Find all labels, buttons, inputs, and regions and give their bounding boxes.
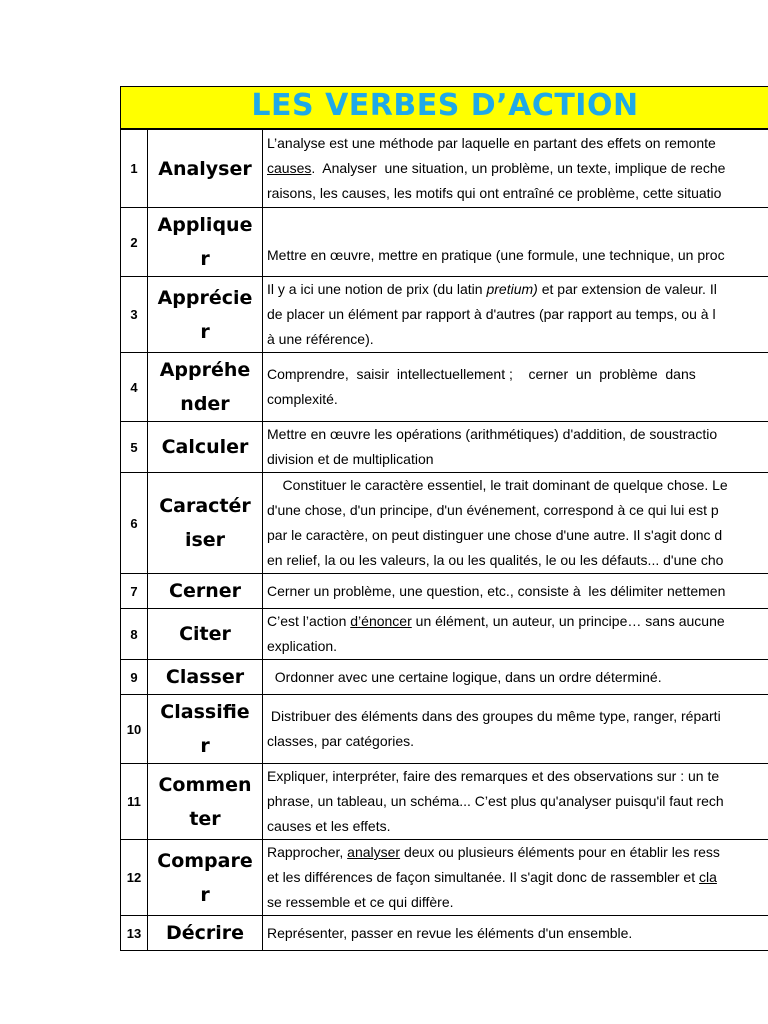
definition-text: deux ou plusieurs éléments pour en établir les ress <box>400 844 720 860</box>
definition-text: de placer un élément par rapport à d'autres (par rapport au temps, ou à l <box>267 306 716 322</box>
verb-text: Commen <box>158 773 252 796</box>
row-number: 12 <box>121 840 148 916</box>
definition-line <box>267 729 768 754</box>
table-row <box>121 353 768 422</box>
definition-line <box>267 890 768 915</box>
definition-line <box>267 473 768 498</box>
definition-cell <box>263 660 768 695</box>
definition-cell <box>263 130 768 208</box>
definition-text: complexité. <box>267 391 338 407</box>
definition-line <box>267 665 768 690</box>
row-number: 8 <box>121 609 148 660</box>
verb-cell <box>148 130 263 208</box>
verb-text: Cerner <box>169 580 241 602</box>
verb-text: Citer <box>179 623 231 645</box>
definition-line <box>267 498 768 523</box>
row-number: 5 <box>121 422 148 473</box>
verb-text: Applique <box>157 214 253 236</box>
underlined-term: d’énoncer <box>350 613 412 629</box>
definition-line <box>267 156 768 181</box>
verb-text: r <box>200 320 210 343</box>
definition-text: causes et les effets. <box>267 818 391 834</box>
definition-cell <box>263 574 768 609</box>
verb-cell <box>148 916 263 951</box>
definition-line <box>267 634 768 659</box>
verb-text: Apprécie <box>157 286 253 309</box>
table-row <box>121 916 768 951</box>
verb-cell <box>148 277 263 353</box>
definition-text: se ressemble et ce qui diffère. <box>267 894 454 910</box>
verb-cell <box>148 764 263 840</box>
definition-cell <box>263 695 768 764</box>
verb-text: r <box>200 735 210 757</box>
verb-text: Classifie <box>160 701 250 723</box>
definition-text: Représenter, passer en revue les éléments d'un ensemble. <box>267 924 633 941</box>
definition-line <box>267 277 768 302</box>
definition-line <box>267 447 768 472</box>
definition-line <box>267 579 768 604</box>
definition-text: . Analyser une situation, un problème, un texte, implique de reche <box>311 160 726 176</box>
verb-cell <box>148 695 263 764</box>
row-number: 6 <box>121 473 148 574</box>
table-row <box>121 840 768 916</box>
table-row <box>121 574 768 609</box>
definition-text: un élément, un auteur, un principe… sans aucune <box>411 613 725 629</box>
definition-text: classes, par catégories. <box>267 733 415 749</box>
underlined-term: causes <box>267 160 312 176</box>
definition-line <box>267 609 768 634</box>
title-banner <box>120 86 768 129</box>
definition-line <box>267 387 768 412</box>
definition-text: et par extension de valeur. Il <box>537 281 717 297</box>
definition-text: Comprendre, saisir intellectuellement ; cerner un problème dans <box>267 366 696 382</box>
underlined-term: cla <box>698 869 717 885</box>
row-number: 13 <box>121 916 148 951</box>
table-row <box>121 422 768 473</box>
definition-line <box>267 921 768 946</box>
verb-text: r <box>200 883 210 906</box>
definition-line <box>267 181 768 206</box>
definition-cell <box>263 353 768 422</box>
verb-text: Analyser <box>158 157 252 180</box>
definition-line <box>267 302 768 327</box>
verb-cell <box>148 609 263 660</box>
definition-text: Il y a ici une notion de prix (du latin <box>267 281 487 297</box>
definition-text: Constituer le caractère essentiel, le trait dominant de quelque chose. Le <box>267 477 728 493</box>
verb-cell <box>148 353 263 422</box>
table-row <box>121 473 768 574</box>
definition-text: C’est l’action <box>267 613 351 629</box>
definition-cell <box>263 208 768 277</box>
definition-text: Ordonner avec une certaine logique, dans un ordre déterminé. <box>267 668 662 685</box>
row-number: 3 <box>121 277 148 353</box>
definition-text: Expliquer, interpréter, faire des remarques et des observations sur : un te <box>267 768 720 784</box>
verbs-table <box>120 129 768 951</box>
verb-text: r <box>200 248 210 270</box>
verb-cell <box>148 208 263 277</box>
definition-text: Distribuer des éléments dans des groupes du même type, ranger, réparti <box>267 708 721 724</box>
verb-text: Appréhe <box>159 359 251 381</box>
definition-text: et les différences de façon simultanée. Il s'agit donc de rassembler et <box>267 869 699 885</box>
definition-line <box>267 362 768 387</box>
definition-line <box>267 327 768 352</box>
definition-text: phrase, un tableau, un schéma... C’est plus qu'analyser puisqu'il faut rech <box>267 793 724 809</box>
table-row <box>121 208 768 277</box>
verb-cell <box>148 473 263 574</box>
definition-text: à une référence). <box>267 331 374 347</box>
definition-line <box>267 704 768 729</box>
definition-cell <box>263 422 768 473</box>
verb-cell <box>148 840 263 916</box>
definition-line <box>267 243 768 268</box>
definition-line <box>267 789 768 814</box>
verb-text: Compare <box>157 849 253 872</box>
verb-text: Classer <box>165 666 245 688</box>
definition-text: Mettre en œuvre, mettre en pratique (une formule, une technique, un proc <box>267 246 725 263</box>
table-row <box>121 609 768 660</box>
table-row <box>121 764 768 840</box>
definition-text: division et de multiplication <box>267 451 434 467</box>
definition-cell <box>263 609 768 660</box>
verb-text: Calculer <box>161 436 249 458</box>
definition-line <box>267 865 768 890</box>
row-number: 11 <box>121 764 148 840</box>
table-row <box>121 695 768 764</box>
row-number: 1 <box>121 130 148 208</box>
definition-text: en relief, la ou les valeurs, la ou les qualités, le ou les défauts... d'une cho <box>267 552 724 568</box>
underlined-term: analyser <box>347 844 401 860</box>
row-number: 10 <box>121 695 148 764</box>
verb-cell <box>148 574 263 609</box>
definition-cell <box>263 840 768 916</box>
verb-cell <box>148 660 263 695</box>
definition-text: d'une chose, d'un principe, d'un événement, correspond à ce qui lui est p <box>267 502 719 518</box>
definition-line <box>267 523 768 548</box>
verb-text: Caractér <box>159 495 251 517</box>
definition-line <box>267 131 768 156</box>
definition-cell <box>263 764 768 840</box>
definition-cell <box>263 473 768 574</box>
row-number: 7 <box>121 574 148 609</box>
row-number: 2 <box>121 208 148 277</box>
definition-text: L’analyse est une méthode par laquelle en partant des effets on remonte <box>267 135 716 151</box>
row-number: 9 <box>121 660 148 695</box>
definition-line <box>267 814 768 839</box>
row-number: 4 <box>121 353 148 422</box>
table-row <box>121 277 768 353</box>
definition-cell <box>263 277 768 353</box>
definition-line <box>267 548 768 573</box>
definition-line <box>267 840 768 865</box>
verb-text: nder <box>180 393 230 415</box>
definition-line <box>267 764 768 789</box>
verb-text: Décrire <box>165 922 245 944</box>
definition-text: Mettre en œuvre les opérations (arithmétiques) d'addition, de soustractio <box>267 426 718 442</box>
italic-term: pretium) <box>486 281 538 297</box>
definition-line <box>267 422 768 447</box>
verb-text: iser <box>184 529 226 551</box>
definition-text: explication. <box>267 638 338 654</box>
page-title: LES VERBES D’ACTION <box>251 88 639 123</box>
definition-text: par le caractère, on peut distinguer une chose d'une autre. Il s'agit donc d <box>267 527 723 543</box>
verb-cell <box>148 422 263 473</box>
table-row <box>121 130 768 208</box>
definition-text: Rapprocher, <box>267 844 348 860</box>
verb-text: ter <box>189 807 221 830</box>
definition-text: raisons, les causes, les motifs qui ont entraîné ce problème, cette situatio <box>267 185 722 201</box>
table-row <box>121 660 768 695</box>
document-page <box>120 86 768 951</box>
definition-text: Cerner un problème, une question, etc., consiste à les délimiter nettemen <box>267 582 726 599</box>
definition-cell <box>263 916 768 951</box>
